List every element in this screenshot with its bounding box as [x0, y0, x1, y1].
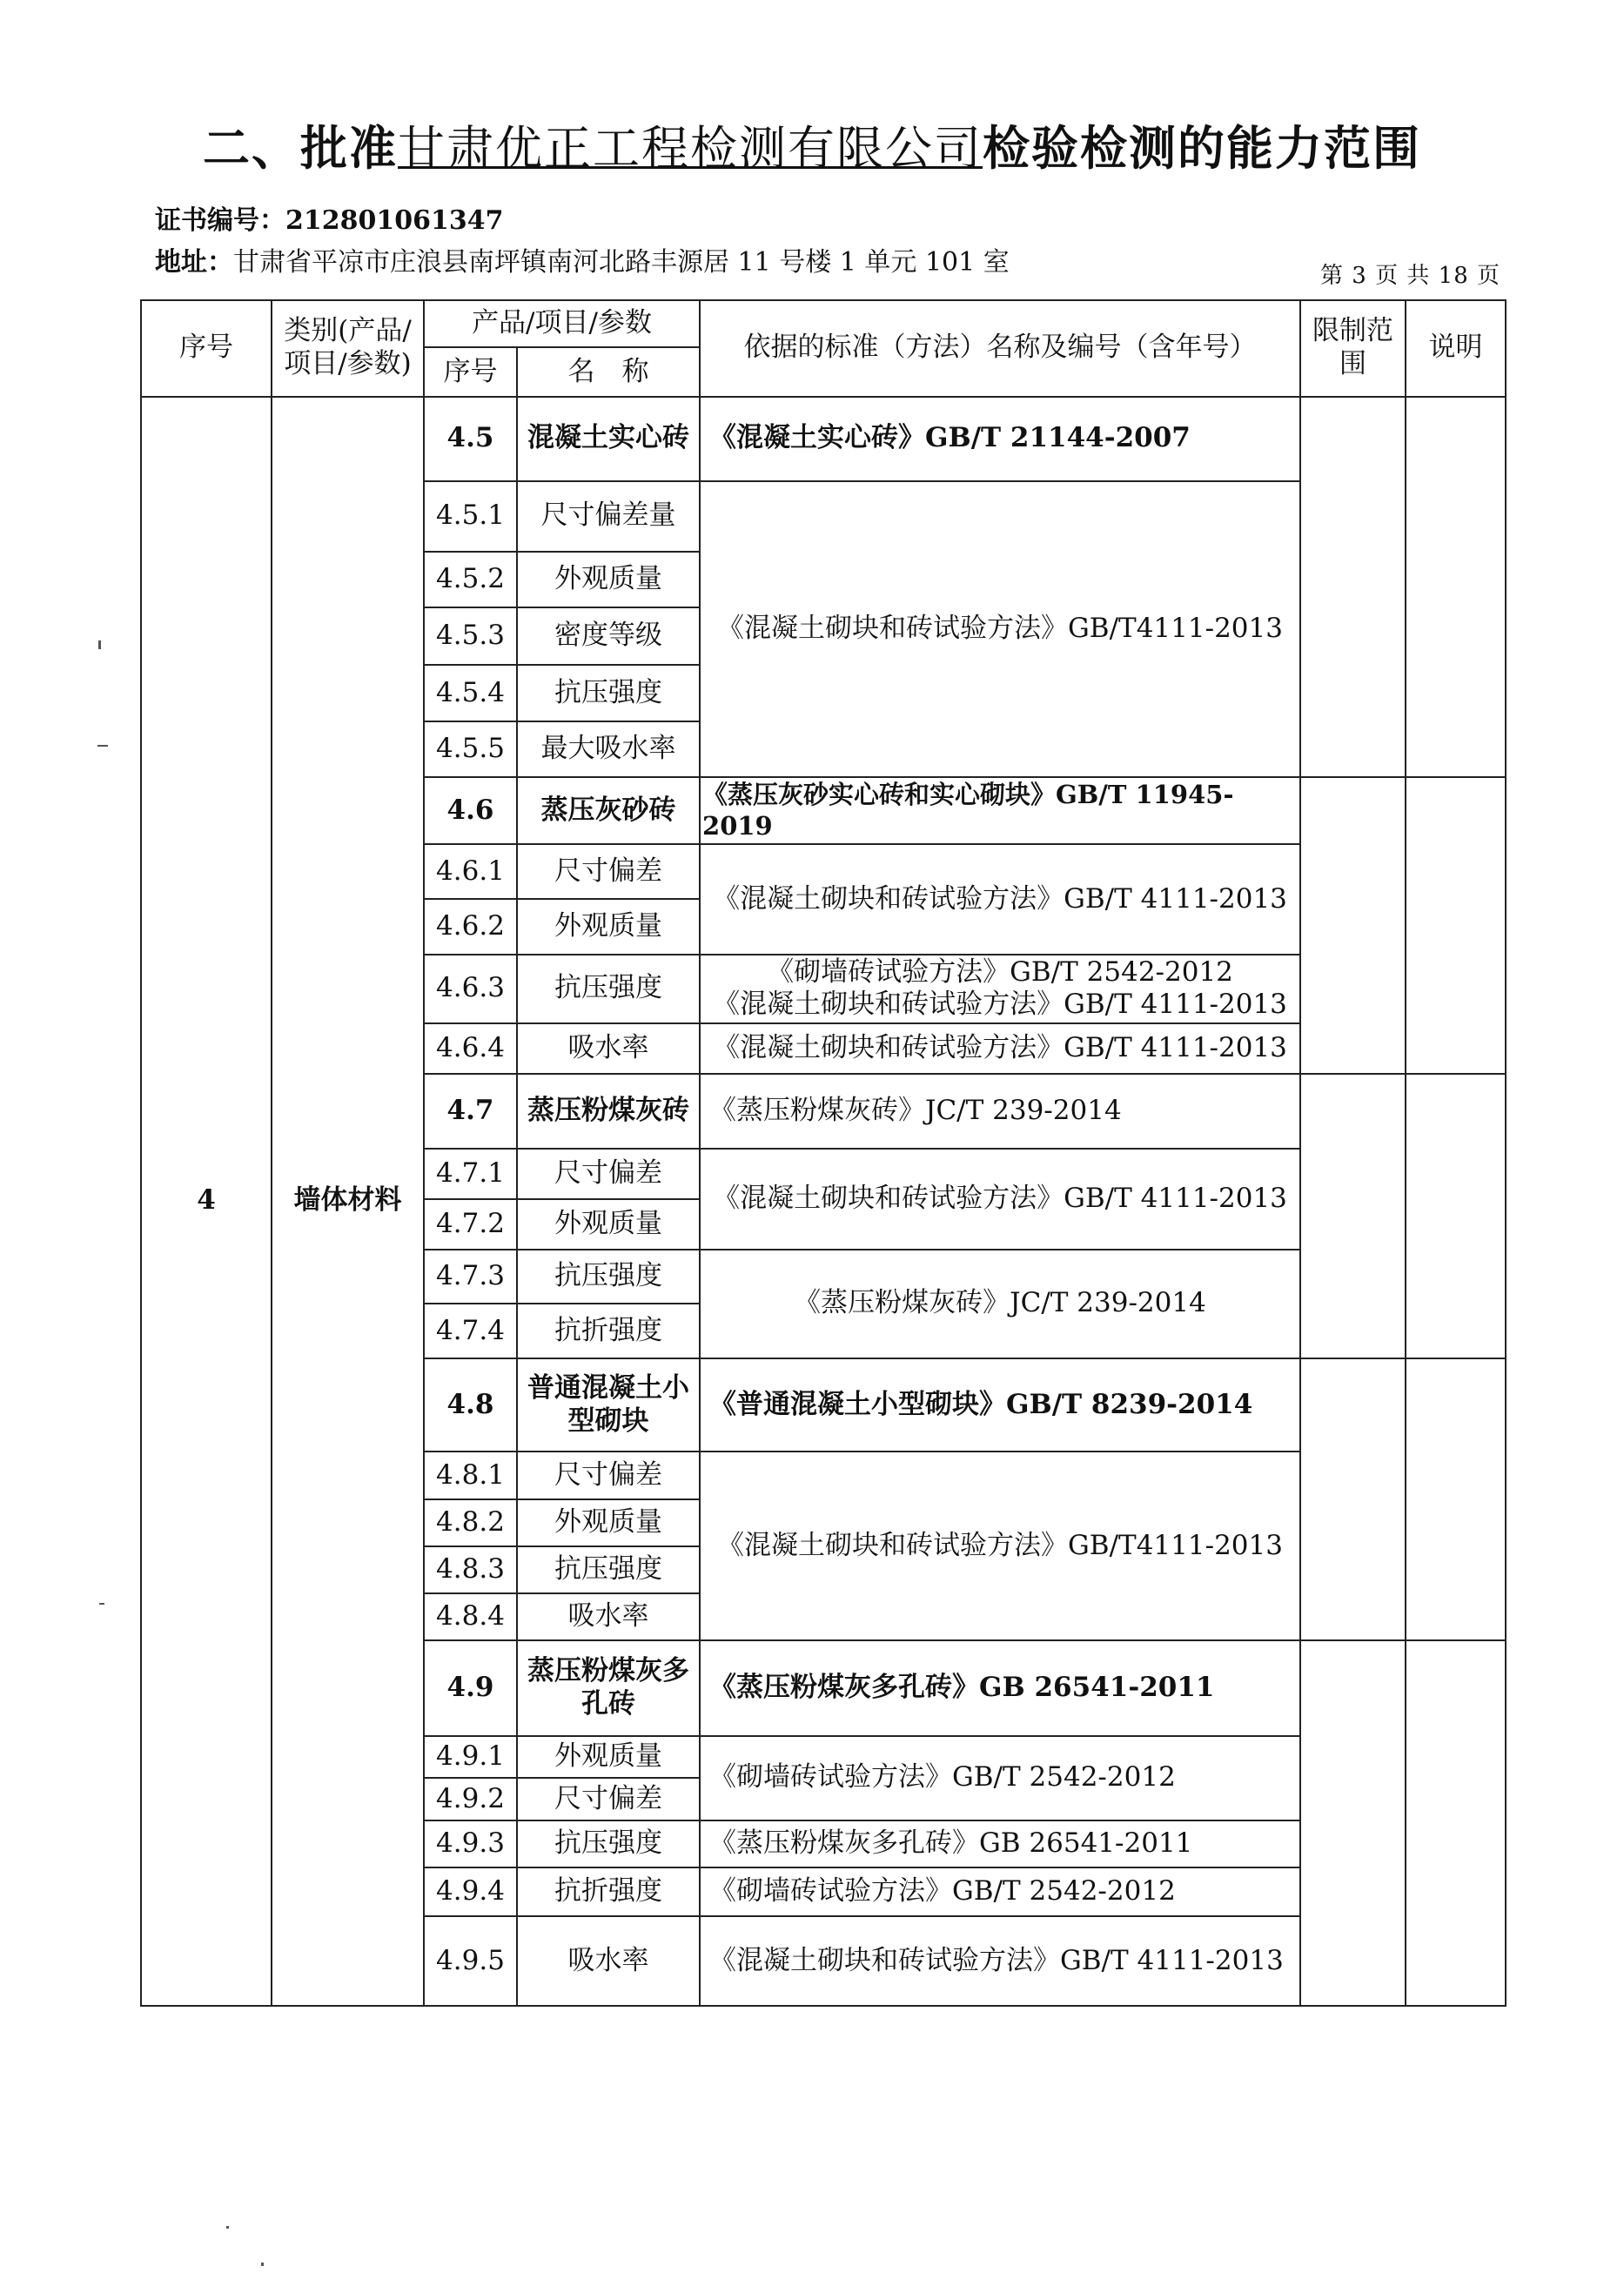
note-cell [1406, 777, 1506, 1074]
item-standard: 《混凝土砌块和砖试验方法》GB/T 4111-2013 [700, 844, 1300, 955]
item-no: 4.7.2 [424, 1199, 517, 1250]
limit-cell [1300, 1640, 1406, 2006]
header-seq: 序号 [141, 300, 272, 397]
note-cell [1406, 1074, 1506, 1358]
item-name: 普通混凝土小型砌块 [517, 1358, 700, 1452]
item-no: 4.5.5 [424, 721, 517, 777]
scan-speck [261, 2263, 264, 2266]
item-name: 外观质量 [517, 899, 700, 955]
item-name: 尺寸偏差 [517, 1452, 700, 1498]
item-name: 吸水率 [517, 1023, 700, 1074]
item-no: 4.6.1 [424, 844, 517, 898]
scan-speck [226, 2226, 229, 2229]
scan-speck [99, 1603, 104, 1605]
item-no: 4.8 [424, 1358, 517, 1452]
item-no: 4.8.1 [424, 1452, 517, 1498]
note-cell [1406, 397, 1506, 777]
item-standard: 《混凝土实心砖》GB/T 21144-2007 [700, 397, 1300, 482]
limit-cell [1300, 397, 1406, 777]
item-name: 外观质量 [517, 1736, 700, 1778]
item-no: 4.6.4 [424, 1023, 517, 1074]
title-prefix: 二、批准 [203, 120, 398, 176]
scan-speck [97, 745, 108, 747]
item-no: 4.9.5 [424, 1916, 517, 2006]
item-no: 4.5.1 [424, 481, 517, 551]
item-standard: 《蒸压粉煤灰砖》JC/T 239-2014 [700, 1074, 1300, 1149]
item-name: 抗压强度 [517, 1546, 700, 1593]
item-no: 4.9.4 [424, 1867, 517, 1916]
item-no: 4.7.3 [424, 1250, 517, 1304]
company-name: 甘肃优正工程检测有限公司 [398, 121, 983, 176]
item-name: 抗压强度 [517, 955, 700, 1022]
certificate-number [155, 198, 504, 237]
item-name: 蒸压灰砂砖 [517, 777, 700, 844]
address-label: 地址： [155, 247, 233, 278]
item-no: 4.8.3 [424, 1546, 517, 1593]
item-standard: 《砌墙砖试验方法》GB/T 2542-2012 [700, 1867, 1300, 1916]
item-no: 4.8.2 [424, 1499, 517, 1546]
note-cell [1406, 1358, 1506, 1641]
limit-cell [1300, 777, 1406, 1074]
item-no: 4.6 [424, 777, 517, 844]
cert-label: 证书编号： [155, 205, 285, 236]
item-name: 抗压强度 [517, 665, 700, 721]
item-name: 蒸压粉煤灰多孔砖 [517, 1640, 700, 1736]
item-standard: 《混凝土砌块和砖试验方法》GB/T 4111-2013 [700, 1916, 1300, 2006]
item-standard-line: 《砌墙砖试验方法》GB/T 2542-2012 [767, 956, 1233, 989]
item-standard: 《混凝土砌块和砖试验方法》GB/T 4111-2013 [700, 1149, 1300, 1250]
item-standard: 《蒸压粉煤灰砖》JC/T 239-2014 [700, 1250, 1300, 1358]
item-name: 最大吸水率 [517, 721, 700, 777]
cert-value: 212801061347 [285, 205, 504, 236]
item-name: 外观质量 [517, 552, 700, 607]
item-standard-line: 《混凝土砌块和砖试验方法》GB/T 4111-2013 [713, 989, 1287, 1021]
item-name: 混凝土实心砖 [517, 397, 700, 482]
item-standard: 《蒸压粉煤灰多孔砖》GB 26541-2011 [700, 1820, 1300, 1867]
header-name: 名 称 [517, 347, 700, 396]
item-name: 抗压强度 [517, 1250, 700, 1304]
page-title [0, 111, 1624, 178]
group-seq: 4 [141, 397, 272, 2006]
item-no: 4.7.1 [424, 1149, 517, 1198]
item-name: 吸水率 [517, 1593, 700, 1640]
item-standard [700, 955, 1300, 1022]
item-name: 外观质量 [517, 1199, 700, 1250]
note-cell [1406, 1640, 1506, 2006]
item-standard: 《砌墙砖试验方法》GB/T 2542-2012 [700, 1736, 1300, 1820]
item-no: 4.5 [424, 397, 517, 482]
header-sub-seq: 序号 [424, 347, 517, 396]
item-name: 尺寸偏差量 [517, 481, 700, 551]
header-note: 说明 [1406, 300, 1506, 397]
item-name: 抗折强度 [517, 1867, 700, 1916]
item-no: 4.7.4 [424, 1304, 517, 1358]
item-no: 4.7 [424, 1074, 517, 1149]
address-value: 甘肃省平凉市庄浪县南坪镇南河北路丰源居 11 号楼 1 单元 101 室 [233, 247, 1010, 278]
item-standard: 《混凝土砌块和砖试验方法》GB/T4111-2013 [700, 481, 1300, 777]
item-no: 4.5.4 [424, 665, 517, 721]
address [155, 240, 1010, 278]
item-name: 尺寸偏差 [517, 1149, 700, 1198]
item-name: 蒸压粉煤灰砖 [517, 1074, 700, 1149]
header-product-group: 产品/项目/参数 [424, 300, 700, 347]
header-limit: 限制范围 [1300, 300, 1406, 397]
item-no: 4.5.2 [424, 552, 517, 607]
item-no: 4.6.2 [424, 899, 517, 955]
item-name: 外观质量 [517, 1499, 700, 1546]
item-no: 4.8.4 [424, 1593, 517, 1640]
header-category: 类别(产品/项目/参数) [272, 300, 424, 397]
capability-table [140, 299, 1507, 2007]
item-no: 4.6.3 [424, 955, 517, 1022]
limit-cell [1300, 1358, 1406, 1641]
item-name: 抗折强度 [517, 1304, 700, 1358]
item-standard: 《蒸压灰砂实心砖和实心砌块》GB/T 11945-2019 [700, 777, 1300, 844]
page-indicator: 第 3 页 共 18 页 [1320, 263, 1500, 289]
item-standard: 《混凝土砌块和砖试验方法》GB/T4111-2013 [700, 1452, 1300, 1640]
item-name: 抗压强度 [517, 1820, 700, 1867]
item-no: 4.9.1 [424, 1736, 517, 1778]
item-no: 4.9.2 [424, 1778, 517, 1820]
item-no: 4.9 [424, 1640, 517, 1736]
item-no: 4.5.3 [424, 607, 517, 665]
item-name: 尺寸偏差 [517, 844, 700, 898]
item-standard: 《混凝土砌块和砖试验方法》GB/T 4111-2013 [700, 1023, 1300, 1074]
limit-cell [1300, 1074, 1406, 1358]
item-no: 4.9.3 [424, 1820, 517, 1867]
item-standard: 《蒸压粉煤灰多孔砖》GB 26541-2011 [700, 1640, 1300, 1736]
category-cell: 墙体材料 [272, 397, 424, 2006]
item-standard: 《普通混凝土小型砌块》GB/T 8239-2014 [700, 1358, 1300, 1452]
item-name: 吸水率 [517, 1916, 700, 2006]
title-suffix: 检验检测的能力范围 [983, 120, 1421, 176]
item-name: 尺寸偏差 [517, 1778, 700, 1820]
scan-speck [98, 640, 101, 649]
header-standard: 依据的标准（方法）名称及编号（含年号） [700, 300, 1300, 397]
item-name: 密度等级 [517, 607, 700, 665]
